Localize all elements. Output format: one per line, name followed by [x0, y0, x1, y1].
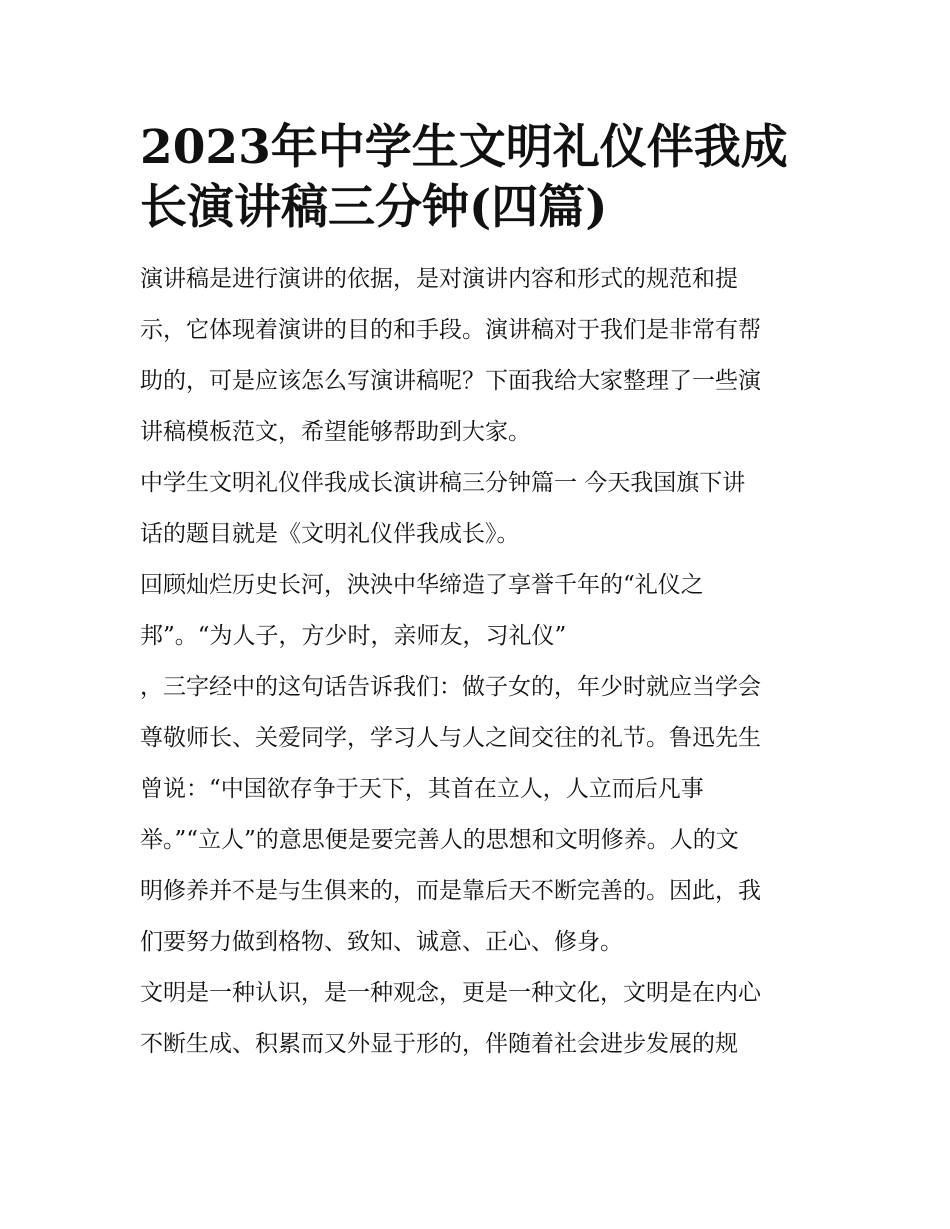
text-line: 举。”“立人”的意思便是要完善人的思想和文明修养。人的文 [140, 827, 739, 853]
body-paragraph [140, 968, 812, 1070]
text-line: 邦”。“为人子，方少时，亲师友，习礼仪” [140, 623, 567, 649]
section-heading-paragraph [140, 458, 812, 560]
text-line: 讲稿模板范文，希望能够帮助到大家。 [140, 419, 531, 445]
text-line: 回顾灿烂历史长河，泱泱中华缔造了享誉千年的“礼仪之 [140, 572, 704, 598]
title-line: 长演讲稿三分钟(四篇) [140, 180, 608, 235]
text-line: 示，它体现着演讲的目的和手段。演讲稿对于我们是非常有帮 [140, 317, 761, 343]
text-line: 文明是一种认识，是一种观念，更是一种文化，文明是在内心 [140, 980, 761, 1006]
text-line: 中学生文明礼仪伴我成长演讲稿三分钟篇一 今天我国旗下讲 [140, 470, 746, 496]
text-line: 尊敬师长、关爱同学，学习人与人之间交往的礼节。鲁迅先生 [140, 725, 761, 751]
text-line: 曾说：“中国欲存争于天下，其首在立人，人立而后凡事 [140, 776, 704, 802]
text-line: 话的题目就是《文明礼仪伴我成长》。 [140, 521, 520, 547]
text-line: 不断生成、积累而又外显于形的，伴随着社会进步发展的规 [140, 1031, 738, 1057]
intro-paragraph [140, 254, 812, 458]
title-line: 2023年中学生文明礼仪伴我成 [140, 120, 788, 175]
text-line: ，三字经中的这句话告诉我们：做子女的，年少时就应当学会 [140, 674, 761, 700]
body-paragraph [140, 560, 812, 968]
document-title [140, 118, 812, 238]
document-page [140, 118, 812, 1070]
text-line: 明修养并不是与生俱来的，而是靠后天不断完善的。因此，我 [140, 878, 761, 904]
text-line: 助的，可是应该怎么写演讲稿呢？下面我给大家整理了一些演 [140, 368, 761, 394]
text-line: 演讲稿是进行演讲的依据，是对演讲内容和形式的规范和提 [140, 266, 738, 292]
text-line: 们要努力做到格物、致知、诚意、正心、修身。 [140, 929, 623, 955]
